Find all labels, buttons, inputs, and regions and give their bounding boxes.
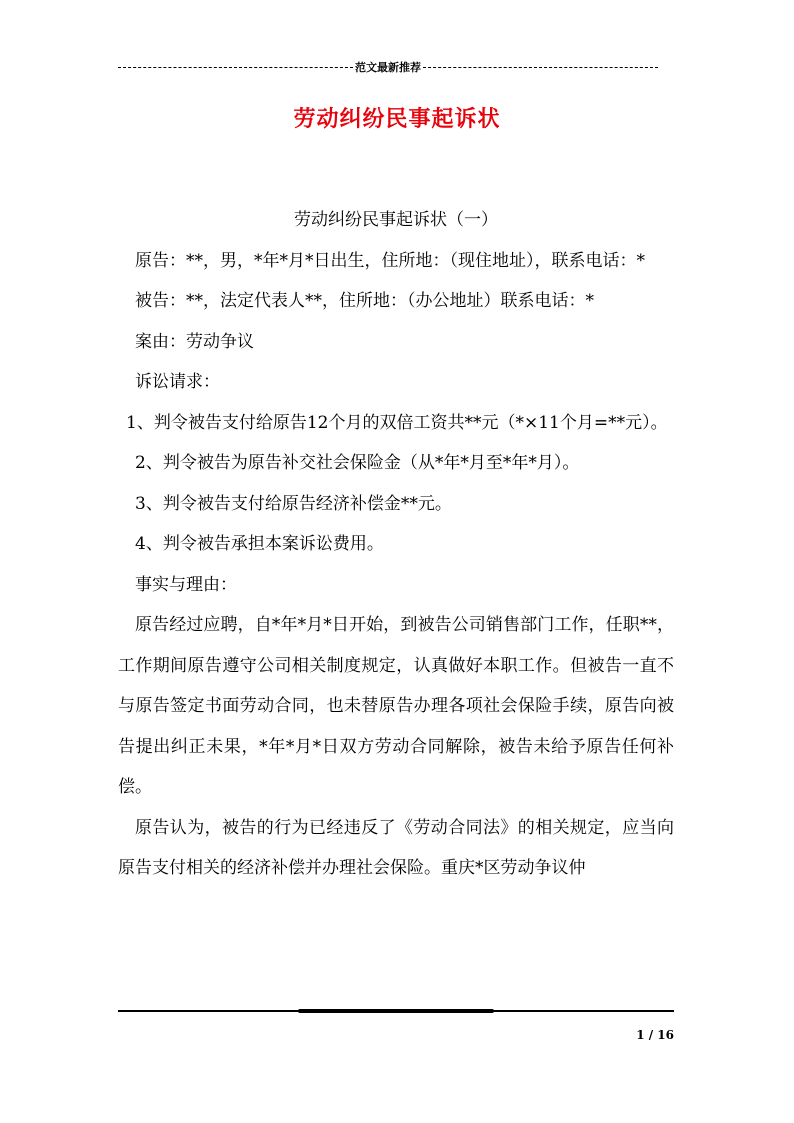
paragraph-argument: 原告认为，被告的行为已经违反了《劳动合同法》的相关规定，应当向原告支付相关的经济补偿并办理社会保险。重庆*区劳动争议仲 [118, 817, 674, 878]
paragraph-claim-1: 1、判令被告支付给原告12个月的双倍工资共**元（*×11个月=**元）。 [126, 412, 668, 433]
header-text: 范文最新推荐 [355, 61, 421, 74]
document-title: 劳动纠纷民事起诉状 [293, 106, 501, 132]
header-rule-right [423, 67, 658, 68]
header-rule-left [118, 67, 353, 68]
document-subtitle: 劳动纠纷民事起诉状（一） [294, 210, 498, 230]
paragraph-cause: 案由：劳动争议 [135, 331, 254, 352]
paragraph-facts: 原告经过应聘，自*年*月*日开始，到被告公司销售部门工作，任职**，工作期间原告遵守公司相关制度规定，认真做好本职工作。但被告一直不与原告签定书面劳动合同，也未替原告办理各项社会保险手续，原告向被告提出纠正未果，*年*月*日双方劳动合同解除，被告未给予原告任何补偿。 [118, 615, 674, 797]
document-body [118, 200, 674, 889]
paragraph-claim-3: 3、判令被告支付给原告经济补偿金**元。 [135, 493, 452, 514]
footer-rule [118, 1010, 674, 1012]
paragraph-claim-2: 2、判令被告为原告补交社会保险金（从*年*月至*年*月）。 [135, 453, 580, 473]
paragraph-claim-4: 4、判令被告承担本案诉讼费用。 [135, 534, 384, 554]
paragraph-plaintiff: 原告：**，男，*年*月*日出生，住所地：（现住地址），联系电话：* [135, 250, 645, 271]
paragraph-defendant: 被告：**，法定代表人**，住所地：（办公地址）联系电话：* [135, 291, 594, 311]
page-number: 1 / 16 [636, 1028, 674, 1042]
paragraph-claims-heading: 诉讼请求： [135, 372, 220, 392]
paragraph-facts-heading: 事实与理由： [135, 574, 237, 595]
page-header [118, 58, 658, 76]
